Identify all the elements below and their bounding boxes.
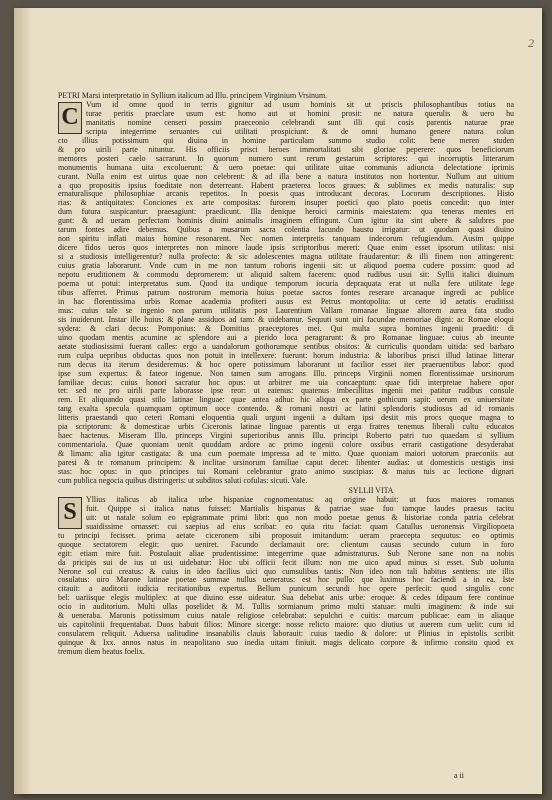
text-line: non spiritu inflati maius homine resonarent. Nec nomen interpretis tanquam indecorum refugiendum. Ausim quippe <box>58 235 514 244</box>
text-line: memores posteri caelo sacrarunt. In quorum numero sunt rerum gestarum scriptores: qui incorruptis litterarum <box>58 154 514 163</box>
text-line: pia scriptorum: & domesticae urbis Ciceronis latinae linguae parentis ut erga fratres tenemus liberali cultu educatos <box>58 423 514 432</box>
text-block <box>58 92 514 657</box>
text-line: nepotu eruditionem & commodu deprornerem: ut aliquid saltem facerem: quod rudibus usui sit: Syllii italici diuinum <box>58 271 514 280</box>
text-line: ernaturalisque philosophiae arcanis repetitos. In poesis quas introducant decoras. Locorum descriptiones. Histo <box>58 190 514 199</box>
text-line: cto illius potissimum qui diuina in homine particulam summo studio colit: bene meren studen <box>58 136 514 145</box>
text-line: stas: hoc opus: in quo principes tui Romani celebrantur grato animo suscipias: & maius tuis ac lectione dignari <box>58 468 514 477</box>
handwritten-folio-mark: 2 <box>528 36 534 50</box>
text-line: a quo propositis ipsius foeditate non deterreant. Habent praeterea locos graues: & sublimes ex medis naturalis: sup <box>58 181 514 190</box>
text-line: ipse sum expertus: & fateor ingenue. Non tamen sum arrogans Illu. princeps Virginii nomen florentissimae ursinorum <box>58 369 514 378</box>
text-line: poema ut potui: interpretatus sum. Quod ita undique temporum iocuria depraquata erat ut nulla fere utilitate lege <box>58 280 514 289</box>
text-line: tarum fontes adire debemus. Quibus a musarum sacra colentia facundo haustu irrigatur: ut quodam quasi diuino <box>58 226 514 235</box>
text-line: turae peritis praeclare usum est: homo aut ut homini prosit: ne natura querulis & uero hu <box>86 109 514 118</box>
text-line: ocio in auditorium. Multi ullas poselidet & M. Tullis sormianum primo multi statuae: multi imaginem: & inde sui <box>58 603 514 612</box>
text-line: uit: ut natale solum eo epigrammate primi libri: quo non modo poetae genus & historiae conda patria celebrat <box>86 513 514 522</box>
text-line: scripta integerrime seruantes cui utilitati prospiciunt: & de omni humano genere natura colun <box>86 127 514 136</box>
preface-heading: PETRI Marsi interpretatio in Syllium italicum ad Illu. principem Virginium Vrsinum. <box>58 92 328 100</box>
text-line: rem. Et aliquando quasi stilo latinae linguae: quae antea adhuc hic aliqua ex parte gothicum sapit: uerum ex uniuersitate <box>58 396 514 405</box>
text-line: cum publica negocia quibus distringeris: ut subditos saluti cofulas: sicuti. Vale. <box>58 476 308 485</box>
text-line: mus: cuius tale se ingenio non parum utilitatis post Laurentium Vallam romanae linguae altorem aurea fata studio <box>58 306 514 315</box>
text-line: tremum diem beatus foelix. <box>58 648 145 657</box>
text-line: cuius gratia laborarunt. Vnde cum in me non tantum roboris ingenii sit: ut aliquod poema cudere possim: quod ad <box>58 262 514 271</box>
signature-mark: a ii <box>454 771 464 780</box>
text-line: manitatis nomine censeri possim praeceonio celebrandi sunt illi qui cosis parentis naturae prae <box>86 118 514 127</box>
text-line: bel: uariisque elegis multiplex: at que diuino esse uideatur. Sua debebat anis urbe: eroque: & cedes idipaum fere continue <box>58 594 514 603</box>
decorated-initial-c: C <box>58 102 82 134</box>
text-line: curant. Nulla enim est uirtus quae non celebrent: & ad illa bene a natura institutos non hortentur. Nullum aut uitium <box>58 172 514 181</box>
text-line: paresi & te romanum principem: & inclitae ursinorum familiae caput decet: libenter audias: ut domesticis uestigis insi <box>58 459 514 468</box>
text-line: suaidissime ornasset: cui saepius ad eius scribat: eo quia ritu faciat: quam Catullus ueronensis Virgiliopoeta <box>86 522 514 531</box>
text-line: da pricipis sui de ius ut usi uidebatur: Hoc ubi officii fecit illum: non me uico apud minus si esset. Sub uolunta <box>58 558 514 567</box>
text-line: tang exalta specula quamquam optimum uoce contendo. & romani nostri ac latini splendoris studiosos ad id romanis <box>58 405 514 414</box>
text-line: & ueneraba. Maronis potissimum cuius natale religiose celebrabat: sepulchri e cuitis: marcum publicae: eam in aliaque <box>58 612 514 621</box>
text-line: Yllius italicus ab italica urbe hispaniae cognomentatus: aq origine habuit: ut fuos maiores romanus <box>86 495 514 504</box>
text-line: sis inuiderunt. Instar ille huius: & plane assiduos ad tam: & uidebamur. Sequuti sunt uiri facundae memoriae digni: ac Romae eloqui <box>58 315 514 324</box>
text-line: haec hactenus. Miseram Illu. princeps Virgini superioribus annis Illu. principi Roberto patri tuo quaedam si syllium <box>58 432 514 441</box>
text-line: si a studiosis intelligerentur? nulla profecto: & sic adolescentes magna utilitate fraudarentur: & illi finem non attingerent: <box>58 253 514 262</box>
text-line: litteris praestandi quo ceteri Romani eloquentia quali urgunt ingenii a dultam ipsi desiit mis procs quoque magna to <box>58 414 514 423</box>
text-line: commentariola. Quae quoniam uenit quoddam ardore ac primo ingenii colore ossibus errarit castigatione desyderabat <box>58 441 514 450</box>
text-line: quoque sectatorem elegit: quo ueniret. Facundo declamauit ore: clientum causas secundo cutum in foro <box>58 540 514 549</box>
text-line: citauit: a auditorii iudicia recitationibus expertus. Bellum punicum secundi hoc opere perfecit: quod singulis conc <box>58 585 514 594</box>
text-line: monumentis humana uita excoluerunt: & uero poetae: qui utilitate uitae communis adiuncta delectatione iprimis <box>58 163 514 172</box>
text-line: fuit. Quippe si italica natus fuisset: Martialis hispanus & patriae suae fuo tamque laudes praesus tacitu <box>86 504 514 513</box>
page-gutter <box>14 8 32 794</box>
text-line: in hac florentissima urbis Romae academia profiteri ausus est Petrus montopolita: ut certe id aetatis eruditissi <box>58 297 514 306</box>
text-line: uino quodam mentis acumine ac splendore aui a pierido loca peragrarunt: & pro Romanae linguae: cuius ab ineunte <box>58 333 514 342</box>
text-line: tet: sed ne pro uirili parte laborasse ipse reor: ut eatenus: quatenus imbecillitas ingenii mei patitur rudibus consule <box>58 387 514 396</box>
text-line: & limam: alia igitur castigata: & una cum poemate impressa ad te mitto. Quae quoniam maiori uotorum praeconiis aut <box>58 450 514 459</box>
text-line: rum decus ita iterum desideremus: & hoc opere potissimum laborarunt ut facilior esset iter praeruentibus labor: quod <box>58 360 514 369</box>
text-line: & pro uirili parte nituntur. His officiis prisci heroes immortalitati sibi gloriae peperere: quos beneficiorum <box>58 145 514 154</box>
vita-body <box>58 496 514 657</box>
text-line: rum culpa uepribus obductas quos non potuit in intellexere: fuerunt: horum industria: & laboribus prisci illud latinae litterar <box>58 351 514 360</box>
text-line: sydera: & clari decus: Pomponius: & Domitius praeceptores mei. Qui multa supra homines ingenii praediti: di <box>58 324 514 333</box>
text-line: gunt: & ad ueram perfectam hominis diuini animalis imaginem effingunt. Cum igitur ita sint ubere & salubres poe <box>58 217 514 226</box>
preface-section <box>58 92 514 486</box>
vita-section <box>58 496 514 657</box>
text-line: tu principi fecisset. prima aetate ciceronem sibi proposuit imitandum: ueram praecepta sequutus: eo optimis <box>58 531 514 540</box>
vita-heading: SYLLII VITA <box>348 486 394 495</box>
text-line: dicere fidos ueros quos interpretes non minore laude ipsis scriptoribus mereri: Quae enim esset ipsorum utilitas: nisi <box>58 244 514 253</box>
text-line: aetate studiosissimi fuerant calles: ergo a uandalorum gothorumque sentibus obsitos: & curriculis quondam uitida: sed barbaro <box>58 342 514 351</box>
text-line: cosulatus: uiro Marone latinae poetae summae nullus ueneratus: est hoc pullo: que luximus hoc faciendi a in ea. Iste <box>58 576 514 585</box>
text-line: quinque & Ixx. annos natus in neapolitano suo inedia uitam finiuit. magis delicato corpore & infirmo consitu quod ex <box>58 639 514 648</box>
text-line: uis capitolinii frequentabat. Duos habuit filios: Minore sicerge: nosse relicto maiore: quo diutius ut auerem cum uelit: cum id <box>58 621 514 630</box>
document-page <box>14 8 542 794</box>
text-line: Nerone sol cui creatus: & cuius in ideo facilius uici quo cumsulibus tantis: Non ideo non tali habitus sentiens: ute illis <box>58 567 514 576</box>
text-line: rias: & antiquitates: Conciones ex arte compositas: furorem insuper poetici quo plato poetis concedit: quo inter <box>58 199 514 208</box>
text-line: Vum id omne quod in terris gignitur ad usum hominis sit ut priscis philosophantibus totius na <box>86 100 514 109</box>
text-line: dum futura suspicantur: praesagiunt: praedicunt. Illa denique heroici carminis maiestatem: qua teneras mentes eri <box>58 208 514 217</box>
preface-body <box>58 101 514 486</box>
text-line: tibus afferret. Primus patrum nostrorum memoria huius poetae sacros fontes reserare arcanaque ingredi ac publice <box>58 288 514 297</box>
text-line: familiae decus: cuius honori sacratur hoc opus: ut arbitrer me uia concaeptum: quae fidi interpretae habere opor <box>58 378 514 387</box>
decorated-initial-s: S <box>58 497 82 529</box>
text-line: egit: etiam mire fuit. Postulauit aliae prudentissime: integerrime quae admistraturus. Sub Nerone sane non na nobis <box>58 549 514 558</box>
text-line: consularem reliquit. Aduersa ualitudine insanabilis clauis laborauit: cuius taedio & dolore: ut Plinius in epistolis scribit <box>58 630 514 639</box>
